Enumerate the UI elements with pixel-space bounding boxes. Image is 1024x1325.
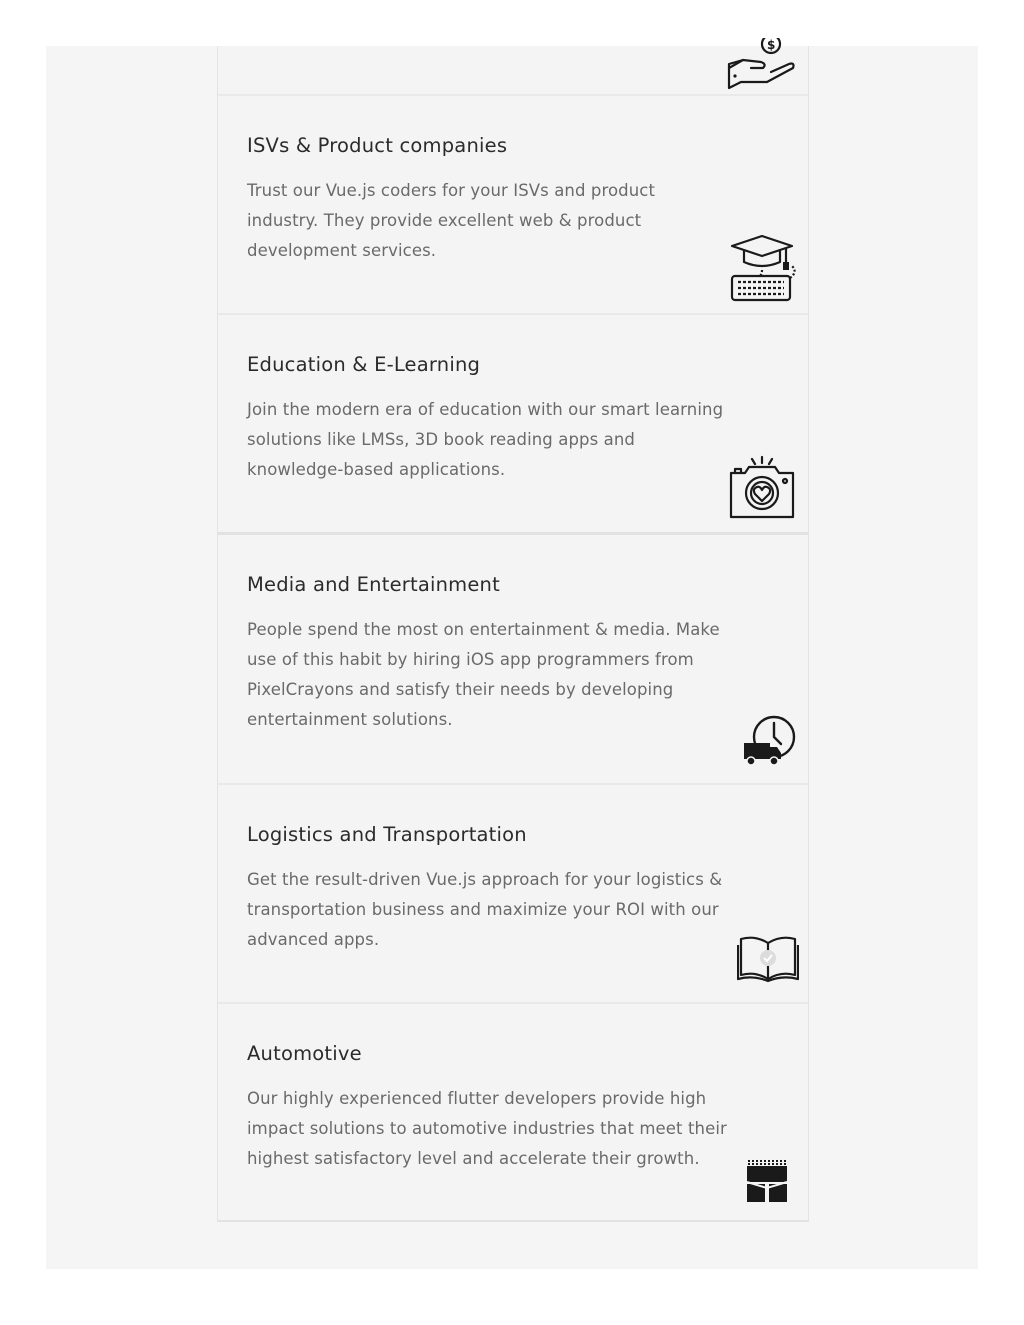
card-description: Trust our Vue.js coders for your ISVs and product industry. They provide excellent web & product development services.	[247, 181, 656, 260]
card-description: Join the modern era of education with our smart learning solutions like LMSs, 3D book reading apps and knowledge-based applications.	[247, 400, 724, 479]
card-title: Automotive	[247, 1042, 362, 1065]
industry-card-logistics	[218, 783, 808, 1002]
delivery-truck-clock-icon	[743, 715, 799, 767]
card-description: People spend the most on entertainment & media. Make use of this habit by hiring iOS app programmers from PixelCrayons and satisfy their needs by developing entertainment solutions.	[247, 620, 720, 729]
industry-card-automotive	[218, 1002, 808, 1221]
box-icon	[744, 1158, 790, 1204]
industry-card-media	[218, 532, 808, 783]
card-title: ISVs & Product companies	[247, 134, 508, 157]
card-description: Get the result-driven Vue.js approach for your logistics & transportation business and maximize your ROI with our advanced apps.	[247, 870, 723, 949]
graduation-keyboard-icon	[728, 232, 798, 304]
camera-heart-icon	[727, 455, 797, 521]
card-title: Logistics and Transportation	[247, 823, 527, 846]
industry-card-isvs	[218, 94, 808, 313]
card-title: Education & E-Learning	[247, 353, 481, 376]
industries-column	[217, 38, 809, 1222]
card-title: Media and Entertainment	[247, 573, 500, 596]
open-book-check-icon	[737, 933, 799, 983]
money-hand-icon	[727, 38, 797, 90]
industry-card-partial	[218, 38, 808, 94]
svg-text:$: $	[767, 38, 776, 52]
card-description: Our highly experienced flutter developers provide high impact solutions to automotive industries that meet their highest satisfactory level and accelerate their growth.	[247, 1089, 727, 1168]
industry-card-education	[218, 313, 808, 532]
